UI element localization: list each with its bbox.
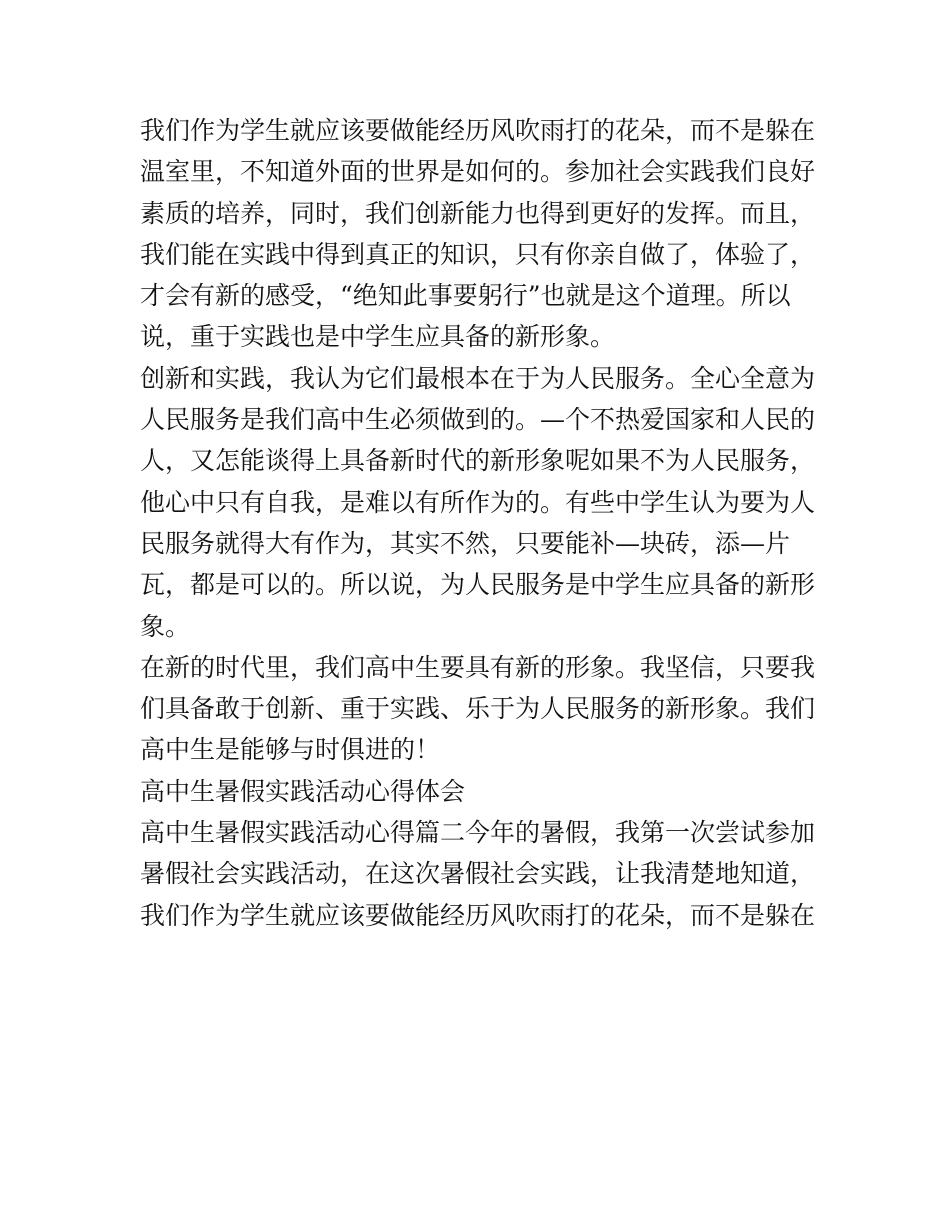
text-line: 高中生是能够与时俱进的！ <box>140 735 441 765</box>
text-line: 人民服务是我们高中生必须做到的。—个不热爱国家和人民的 <box>140 405 816 435</box>
text-line: 素质的培养，同时，我们创新能力也得到更好的发挥。而且， <box>140 198 816 228</box>
text-line: 他心中只有自我，是难以有所作为的。有些中学生认为要为人 <box>140 487 816 517</box>
text-line: 温室里，不知道外面的世界是如何的。参加社会实践我们良好 <box>140 157 816 187</box>
text-line: 人，又怎能谈得上具备新时代的新形象呢如果不为人民服务， <box>140 446 816 476</box>
text-line: 瓦，都是可以的。所以说，为人民服务是中学生应具备的新形 <box>140 570 816 600</box>
text-line: 暑假社会实践活动，在这次暑假社会实践，让我清楚地知道， <box>140 859 816 889</box>
text-line: 我们作为学生就应该要做能经历风吹雨打的花朵，而不是躲在 <box>140 900 816 930</box>
body-text <box>140 110 820 936</box>
text-line: 说，重于实践也是中学生应具备的新形象。 <box>140 322 616 352</box>
text-line: 在新的时代里，我们高中生要具有新的形象。我坚信，只要我 <box>140 652 816 682</box>
text-line: 们具备敢于创新、重于实践、乐于为人民服务的新形象。我们 <box>140 694 816 724</box>
text-line: 我们作为学生就应该要做能经历风吹雨打的花朵，而不是躲在 <box>140 116 816 145</box>
text-line: 才会有新的感受，“绝知此事要躬行”也就是这个道理。所以 <box>140 281 791 311</box>
text-line: 象。 <box>140 611 191 641</box>
text-line: 我们能在实践中得到真正的知识，只有你亲自做了，体验了， <box>140 239 816 269</box>
text-line: 高中生暑假实践活动心得篇二今年的暑假，我第一次尝试参加 <box>140 818 816 848</box>
section-heading: 高中生暑假实践活动心得体会 <box>140 776 466 806</box>
text-line: 民服务就得大有作为，其实不然，只要能补—块砖，添—片 <box>140 528 791 558</box>
text-line: 创新和实践，我认为它们最根本在于为人民服务。全心全意为 <box>140 363 816 393</box>
